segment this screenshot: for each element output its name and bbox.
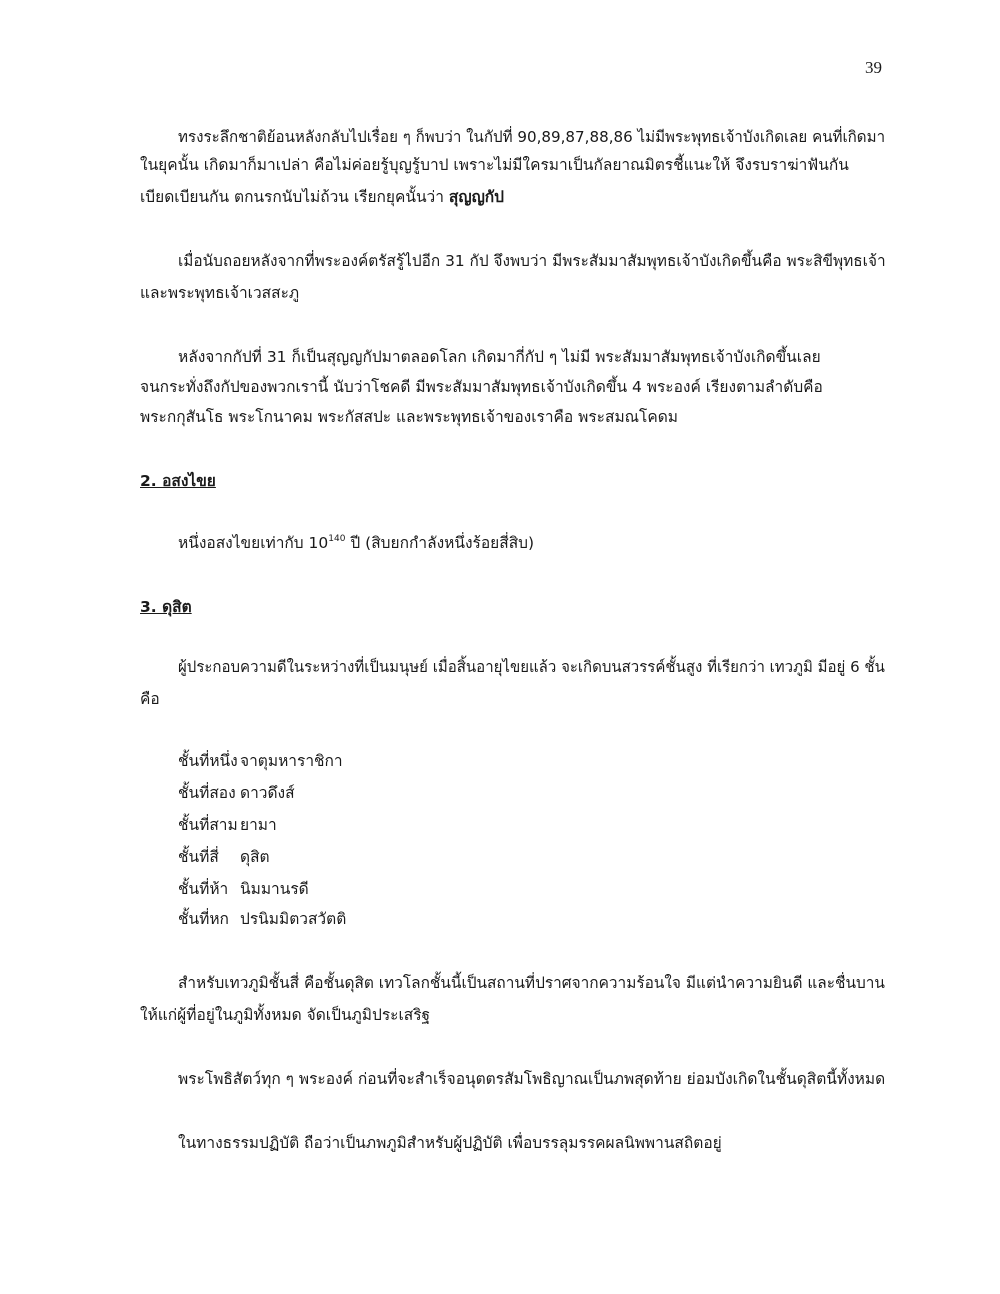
term-sunnakap: สุญญกัป [448, 188, 505, 206]
paragraph-1-line-3 [140, 186, 504, 208]
level-name: ปรนิมมิตวสวัตติ [240, 910, 347, 928]
paragraph-2-line-2: และพระพุทธเจ้าเวสสะภู [140, 284, 300, 302]
paragraph-4-before: หนึ่งอสงไขยเท่ากับ 10 [178, 534, 329, 552]
paragraph-3-line-1: หลังจากกัปที่ 31 ก็เป็นสุญญกัปมาตลอดโลก เกิดมากี่กัป ๆ ไม่มี พระสัมมาสัมพุทธเจ้าบังเกิดขึ้นเลย [178, 348, 821, 366]
level-number: ชั้นที่หก [178, 910, 229, 928]
level-name: ยามา [240, 816, 277, 834]
level-name: ดุสิต [240, 848, 270, 866]
paragraph-5-line-2: คือ [140, 690, 160, 708]
level-name: ดาวดึงส์ [240, 784, 295, 802]
paragraph-6-line-2: ให้แก่ผู้ที่อยู่ในภูมิทั้งหมด จัดเป็นภูมิประเสริฐ [140, 1006, 431, 1024]
paragraph-5-line-1: ผู้ประกอบความดีในระหว่างที่เป็นมนุษย์ เมื่อสิ้นอายุไขยแล้ว จะเกิดบนสวรรค์ชั้นสูง ที่เรียกว่า เทวภูมิ มีอยู่ 6 ชั้น [178, 658, 885, 676]
level-name: นิมมานรดี [240, 880, 309, 898]
level-name: จาตุมหาราชิกา [240, 752, 343, 770]
paragraph-6-line-1: สำหรับเทวภูมิชั้นสี่ คือชั้นดุสิต เทวโลกชั้นนี้เป็นสถานที่ปราศจากความร้อนใจ มีแต่นำความยินดี และชื่นบาน [178, 974, 885, 992]
level-number: ชั้นที่สี่ [178, 848, 219, 866]
exponent: 140 [328, 534, 346, 544]
paragraph-1-line-1: ทรงระลึกชาติย้อนหลังกลับไปเรื่อย ๆ ก็พบว่า ในกัปที่ 90,89,87,88,86 ไม่มีพระพุทธเจ้าบังเกิดเลย คนที่เกิดมา [178, 128, 886, 146]
paragraph-1-line-2: ในยุคนั้น เกิดมาก็มาเปล่า คือไม่ค่อยรู้บุญรู้บาป เพราะไม่มีใครมาเป็นกัลยาณมิตรชี้แนะให้ จึงรบราฆ่าฟันกัน [140, 156, 849, 174]
paragraph-8: ในทางธรรมปฏิบัติ ถือว่าเป็นภพภูมิสำหรับผู้ปฏิบัติ เพื่อบรรลุมรรคผลนิพพานสถิตอยู่ [178, 1134, 722, 1152]
paragraph-3-line-3: พระกกุสันโธ พระโกนาคม พระกัสสปะ และพระพุทธเจ้าของเราคือ พระสมณโคดม [140, 408, 679, 426]
section-heading-2: 2. อสงไขย [140, 472, 216, 490]
level-number: ชั้นที่ห้า [178, 880, 229, 898]
paragraph-3-line-2: จนกระทั่งถึงกัปของพวกเรานี้ นับว่าโชคดี มีพระสัมมาสัมพุทธเจ้าบังเกิดขึ้น 4 พระองค์ เรียงตามลำดับคือ [140, 378, 823, 396]
section-heading-3: 3. ดุสิต [140, 598, 192, 616]
paragraph-1-line-3-text: เบียดเบียนกัน ตกนรกนับไม่ถ้วน เรียกยุคนั้นว่า [140, 188, 444, 206]
level-number: ชั้นที่หนึ่ง [178, 752, 238, 770]
paragraph-2-line-1: เมื่อนับถอยหลังจากที่พระองค์ตรัสรู้ไปอีก 31 กัป จึงพบว่า มีพระสัมมาสัมพุทธเจ้าบังเกิดขึ้นคือ พระสิขีพุทธเจ้า [178, 252, 886, 270]
paragraph-4-after: ปี (สิบยกกำลังหนึ่งร้อยสี่สิบ) [345, 534, 535, 552]
paragraph-7: พระโพธิสัตว์ทุก ๆ พระองค์ ก่อนที่จะสำเร็จอนุตตรสัมโพธิญาณเป็นภพสุดท้าย ย่อมบังเกิดในชั้นดุสิตนี้ทั้งหมด [178, 1070, 886, 1088]
level-number: ชั้นที่สอง [178, 784, 236, 802]
paragraph-4 [178, 532, 534, 554]
level-number: ชั้นที่สาม [178, 816, 238, 834]
page-number: 39 [865, 58, 882, 77]
